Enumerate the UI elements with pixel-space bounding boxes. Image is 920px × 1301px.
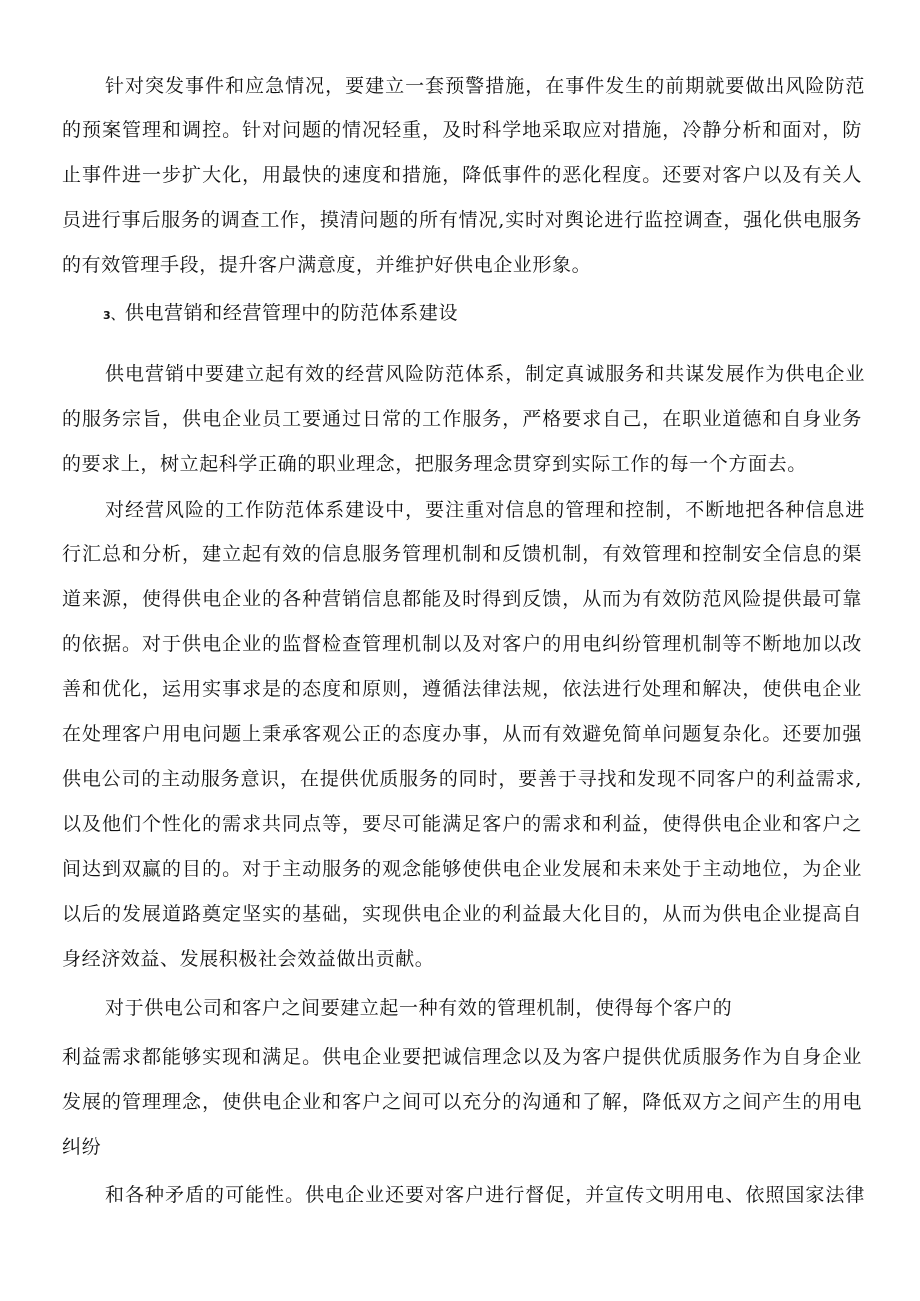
section-heading — [103, 301, 903, 328]
paragraph-line: 对经营风险的工作防范体系建设中，要注重对信息的管理和控制，不断地把各种信息进 — [105, 499, 865, 521]
paragraph-line: 的服务宗旨，供电企业员工要通过日常的工作服务，严格要求自己，在职业道德和自身业务 — [62, 408, 862, 430]
paragraph-line: 的依据。对于供电企业的监督检查管理机制以及对客户的用电纠纷管理机制等不断地加以改 — [62, 633, 862, 655]
paragraph-line: 行汇总和分析，建立起有效的信息服务管理机制和反馈机制，有效管理和控制安全信息的渠 — [62, 543, 862, 565]
paragraph-line: 纠纷 — [62, 1136, 102, 1158]
paragraph-line: 以后的发展道路奠定坚实的基础，实现供电企业的利益最大化目的，从而为供电企业提高自 — [62, 903, 862, 925]
section-title: 供电营销和经营管理中的防范体系建设 — [124, 302, 459, 324]
paragraph-line: 以及他们个性化的需求共同点等，要尽可能满足客户的需求和利益，使得供电企业和客户之 — [62, 813, 862, 835]
paragraph-line: 针对突发事件和应急情况，要建立一套预警措施，在事件发生的前期就要做出风险防范 — [105, 75, 865, 97]
paragraph-line: 供电公司的主动服务意识，在提供优质服务的同时，要善于寻找和发现不同客户的利益需求, — [62, 768, 862, 790]
paragraph-line: 道来源，使得供电企业的各种营销信息都能及时得到反馈，从而为有效防范风险提供最可靠 — [62, 588, 862, 610]
paragraph-line: 间达到双赢的目的。对于主动服务的观念能够使供电企业发展和未来处于主动地位，为企业 — [62, 858, 862, 880]
paragraph-line: 的要求上，树立起科学正确的职业理念，把服务理念贯穿到实际工作的每一个方面去。 — [62, 453, 807, 475]
paragraph-line: 和各种矛盾的可能性。供电企业还要对客户进行督促，并宣传文明用电、依照国家法律 — [105, 1184, 865, 1206]
paragraph-line: 供电营销中要建立起有效的经营风险防范体系，制定真诚服务和共谋发展作为供电企业 — [105, 363, 865, 385]
paragraph-line: 身经济效益、发展积极社会效益做出贡献。 — [62, 948, 435, 970]
paragraph-line: 善和优化，运用实事求是的态度和原则，遵循法律法规，依法进行处理和解决，使供电企业 — [62, 678, 862, 700]
paragraph-line: 止事件进一步扩大化，用最快的速度和措施，降低事件的恶化程度。还要对客户以及有关人 — [62, 164, 862, 186]
paragraph-line: 发展的管理理念，使供电企业和客户之间可以充分的沟通和了解，降低双方之间产生的用电 — [62, 1091, 862, 1113]
paragraph-line: 员进行事后服务的调查工作，摸清问题的所有情况,实时对舆论进行监控调查，强化供电服务 — [62, 209, 862, 231]
paragraph-line: 的预案管理和调控。针对问题的情况轻重，及时科学地采取应对措施，冷静分析和面对，防 — [62, 119, 862, 141]
section-number: 3、 — [103, 309, 123, 322]
paragraph-line: 利益需求都能够实现和满足。供电企业要把诚信理念以及为客户提供优质服务作为自身企业 — [62, 1046, 862, 1068]
paragraph-line: 对于供电公司和客户之间要建立起一种有效的管理机制，使得每个客户的 — [105, 997, 733, 1019]
paragraph-line: 在处理客户用电问题上秉承客观公正的态度办事，从而有效避免简单问题复杂化。还要加强 — [62, 723, 862, 745]
paragraph-line: 的有效管理手段，提升客户满意度，并维护好供电企业形象。 — [62, 254, 592, 276]
